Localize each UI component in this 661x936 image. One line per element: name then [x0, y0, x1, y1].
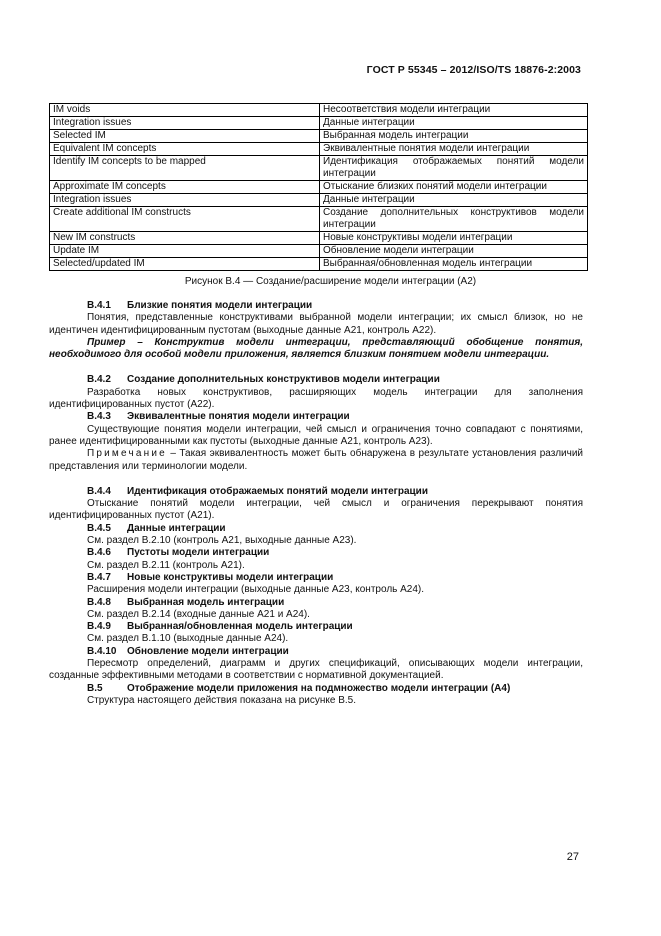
section-number: В.4.1 — [87, 300, 111, 311]
table-row — [50, 104, 588, 117]
section-heading — [49, 621, 583, 633]
section-text: См. раздел В.2.11 (контроль А21). — [87, 559, 245, 571]
terms-table — [49, 103, 588, 271]
term-english: Integration issues — [50, 194, 320, 207]
term-russian: Данные интеграции — [320, 194, 588, 207]
section-heading — [49, 646, 583, 658]
section-title: Выбранная/обновленная модель интеграции — [127, 621, 353, 633]
section-number: В.5 — [87, 682, 103, 694]
section-number: В.4.4 — [87, 485, 111, 497]
example-text: Пример – Конструктив модели интеграции, представляющий обобщение понятия, необходимого для особой модели приложения, является близким понятием модели интеграции. — [49, 336, 583, 361]
term-russian: Данные интеграции — [320, 117, 588, 130]
term-russian: Создание дополнительных конструктивов модели интеграции — [320, 207, 588, 232]
section-text: Пересмотр определений, диаграмм и других спецификаций, описывающих модели интеграции, созданные эффективными методами в соответствии с нормативной документацией. — [49, 658, 583, 682]
section-title: Создание дополнительных конструктивов модели интеграции — [127, 374, 440, 386]
section-heading — [49, 374, 583, 386]
section-heading — [49, 597, 583, 609]
note-text: – Такая эквивалентность может быть обнаружена в результате установления различий представления или терминологии модели. — [49, 448, 583, 472]
page-number: 27 — [566, 851, 579, 863]
term-english: New IM constructs — [50, 232, 320, 245]
term-english: Create additional IM constructs — [50, 207, 320, 232]
section-heading — [49, 683, 583, 695]
spacer — [49, 361, 583, 374]
section-text: Структура настоящего действия показана на рисунке В.5. — [87, 694, 357, 706]
section-text: Разработка новых конструктивов, расширяющих модель интеграции для заполнения идентифицированных пустот (А22). — [49, 386, 583, 411]
section-number: В.4.3 — [87, 411, 111, 423]
section-text: См. раздел В.1.10 (выходные данные А24). — [87, 633, 289, 645]
section-heading — [49, 486, 583, 498]
page-content — [49, 300, 583, 707]
section-number: В.4.2 — [87, 374, 111, 386]
section-number: В.4.7 — [87, 571, 111, 583]
note-label: Примечание — [87, 448, 167, 460]
table-row — [50, 130, 588, 143]
section-text: Расширения модели интеграции (выходные данные А23, контроль А24). — [87, 584, 425, 596]
section-text: Отыскание понятий модели интеграции, чей смысл и ограничения перекрывают понятия идентифицированных пустот (А21). — [49, 498, 583, 522]
note-paragraph — [49, 448, 583, 473]
table-row — [50, 181, 588, 194]
table-row — [50, 232, 588, 245]
section-title: Отображение модели приложения на подмножество модели интеграции (А4) — [127, 682, 511, 694]
term-russian: Эквивалентные понятия модели интеграции — [320, 143, 588, 156]
table-row — [50, 207, 588, 232]
section-heading — [49, 300, 583, 312]
table-row — [50, 156, 588, 181]
section-number: В.4.10 — [87, 645, 117, 657]
term-english: Equivalent IM concepts — [50, 143, 320, 156]
section-title: Близкие понятия модели интеграции — [127, 300, 313, 311]
section-text: Существующие понятия модели интеграции, чей смысл и ограничения точно совпадают с понятиями, ранее идентифицированными как пустоты (выходные данные А21, контроль А23). — [49, 423, 583, 447]
term-english: Update IM — [50, 245, 320, 258]
table-row — [50, 258, 588, 271]
spacer — [49, 473, 583, 486]
section-title: Обновление модели интеграции — [127, 645, 289, 657]
term-russian: Обновление модели интеграции — [320, 245, 588, 258]
section-heading — [49, 547, 583, 559]
section-heading — [49, 572, 583, 584]
section-title: Пустоты модели интеграции — [127, 547, 270, 559]
terms-table-body — [50, 104, 588, 271]
term-english: Identify IM concepts to be mapped — [50, 156, 320, 181]
term-english: Selected IM — [50, 130, 320, 143]
term-english: Selected/updated IM — [50, 258, 320, 271]
section-text: Понятия, представленные конструктивами выбранной модели интеграции; их смысл близок, но не идентичен идентифицированным пустотам (выходные данные А21, контроль А22). — [49, 312, 583, 336]
section-text: См. раздел В.2.14 (входные данные А21 и А24). — [87, 608, 310, 620]
term-russian: Несоответствия модели интеграции — [320, 104, 588, 117]
section-title: Данные интеграции — [127, 522, 226, 534]
term-russian: Выбранная модель интеграции — [320, 130, 588, 143]
section-number: В.4.9 — [87, 621, 111, 633]
section-number: В.4.6 — [87, 547, 111, 559]
section-number: В.4.8 — [87, 596, 111, 608]
section-title: Новые конструктивы модели интеграции — [127, 571, 334, 583]
section-title: Идентификация отображаемых понятий модели интеграции — [127, 485, 428, 497]
document-header: ГОСТ Р 55345 – 2012/ISO/TS 18876-2:2003 — [366, 64, 581, 76]
table-row — [50, 143, 588, 156]
section-number: В.4.5 — [87, 522, 111, 534]
term-russian: Отыскание близких понятий модели интеграции — [320, 181, 588, 194]
figure-caption: Рисунок В.4 — Создание/расширение модели интеграции (А2) — [184, 276, 477, 287]
section-text: См. раздел В.2.10 (контроль А21, выходные данные А23). — [87, 535, 357, 547]
table-row — [50, 117, 588, 130]
term-russian: Выбранная/обновленная модель интеграции — [320, 258, 588, 271]
term-english: Approximate IM concepts — [50, 181, 320, 194]
table-row — [50, 194, 588, 207]
term-english: Integration issues — [50, 117, 320, 130]
section-heading — [49, 411, 583, 423]
table-row — [50, 245, 588, 258]
term-russian: Новые конструктивы модели интеграции — [320, 232, 588, 245]
section-heading — [49, 523, 583, 535]
term-english: IM voids — [50, 104, 320, 117]
term-russian: Идентификация отображаемых понятий модели интеграции — [320, 156, 588, 181]
section-title: Выбранная модель интеграции — [127, 596, 285, 608]
section-title: Эквивалентные понятия модели интеграции — [127, 411, 350, 423]
